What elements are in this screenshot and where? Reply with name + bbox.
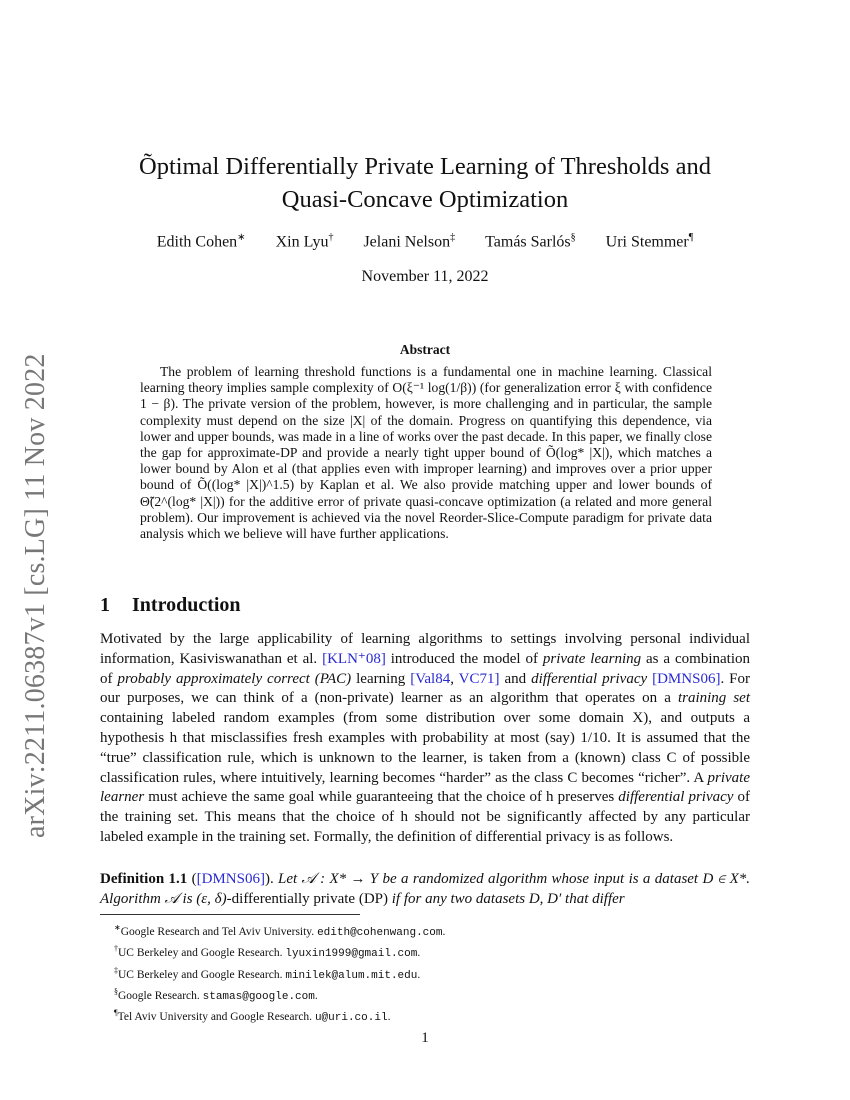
abstract-heading: Abstract	[399, 342, 451, 357]
arxiv-identifier: arXiv:2211.06387v1 [cs.LG] 11 Nov 2022	[20, 353, 51, 838]
title-line-1: Õptimal Differentially Private Learning of Thresholds and	[139, 153, 711, 180]
citation-link[interactable]: [Val84	[410, 670, 451, 687]
definition-block: Definition 1.1 ([DMNS06]). Let 𝒜 : X* → Y be a randomized algorithm whose input is a dataset D ∈ X*. Algorithm 𝒜 is (ε, δ)-differentially private (DP) if for any two datasets D, D′ that differ	[100, 871, 750, 907]
footnotes	[100, 920, 750, 1027]
footnote: §Google Research. stamas@google.com.	[114, 986, 318, 1003]
footnote: ¶Tel Aviv University and Google Research. u@uri.co.il.	[114, 1008, 391, 1025]
email-link[interactable]: minilek@alum.mit.edu	[285, 969, 418, 982]
page-number: 1	[421, 1030, 429, 1046]
footnote: ∗Google Research and Tel Aviv University. edith@cohenwang.com.	[114, 923, 446, 939]
citation-link[interactable]: [DMNS06]	[196, 871, 265, 887]
author: Uri Stemmer¶	[605, 232, 694, 251]
author: Jelani Nelson‡	[363, 232, 456, 251]
email-link[interactable]: u@uri.co.il	[314, 1012, 388, 1025]
section-number: 1	[100, 594, 110, 616]
title-line-2: Quasi-Concave Optimization	[281, 186, 569, 213]
paper-title	[100, 150, 750, 216]
footnote-divider	[100, 914, 360, 915]
paper-date: November 11, 2022	[361, 268, 489, 285]
email-link[interactable]: edith@cohenwang.com	[317, 926, 443, 939]
citation-link[interactable]: VC71]	[458, 670, 500, 687]
author: Xin Lyu†	[275, 232, 334, 251]
email-link[interactable]: stamas@google.com	[202, 990, 315, 1003]
section-heading	[100, 594, 241, 617]
abstract-text: The problem of learning threshold functions is a fundamental one in machine learning. Classical learning theory implies sample complexity of O(ξ⁻¹ log(1/β)) (for generalization error ξ with confidence 1 − β). The private version of the problem, however, is more challenging and in particular, the sample complexity must depend on the size |X| of the domain. Progress on quantifying this dependence, via lower and upper bounds, was made in a line of works over the past decade. In this paper, we finally close the gap for approximate-DP and provide a nearly tight upper bound of Õ(log* |X|), which matches a lower bound by Alon et al (that applies even with improper learning) and improves over a prior upper bound of Õ((log* |X|)^1.5) by Kaplan et al. We also provide matching upper and lower bounds of Θ̃(2^(log* |X|)) for the additive error of private quasi-concave optimization (a related and more general problem). Our improvement is achieved via the novel Reorder-Slice-Compute paradigm for private data analysis which we believe will have further applications.	[140, 364, 712, 542]
email-link[interactable]: lyuxin1999@gmail.com	[285, 948, 418, 961]
footnote: †UC Berkeley and Google Research. lyuxin1999@gmail.com.	[114, 944, 421, 961]
author-list	[100, 232, 750, 251]
author: Edith Cohen∗	[156, 232, 246, 251]
intro-paragraph: Motivated by the large applicability of learning algorithms to settings involving personal individual information, Kasiviswanathan et al. [KLN⁺08] introduced the model of private learning as a combination of probably approximately correct (PAC) learning [Val84, VC71] and differential privacy [DMNS06]. For our purposes, we can think of a (non-private) learner as an algorithm that operates on a training set containing labeled random examples (from some distribution over some domain X), and outputs a hypothesis h that misclassifies fresh examples with probability at most (say) 1/10. It is assumed that the “true” classification rule, which is unknown to the learner, is taken from a (known) class C of possible classification rules, where intuitively, learning becomes “harder” as the class C becomes “richer”. A private learner must achieve the same goal while guaranteeing that the choice of h preserves differential privacy of the training set. This means that the choice of h should not be significantly affected by any particular labeled example in the training set. Formally, the definition of differential privacy is as follows.	[100, 631, 750, 845]
section-title: Introduction	[132, 594, 241, 616]
definition-label: Definition 1.1	[100, 871, 188, 887]
arxiv-sidebar	[12, 258, 56, 838]
author: Tamás Sarlós§	[485, 232, 576, 251]
citation-link[interactable]: [DMNS06]	[652, 670, 721, 687]
citation-link[interactable]: [KLN⁺08]	[322, 650, 386, 667]
footnote: ‡UC Berkeley and Google Research. minilek@alum.mit.edu.	[114, 965, 421, 982]
